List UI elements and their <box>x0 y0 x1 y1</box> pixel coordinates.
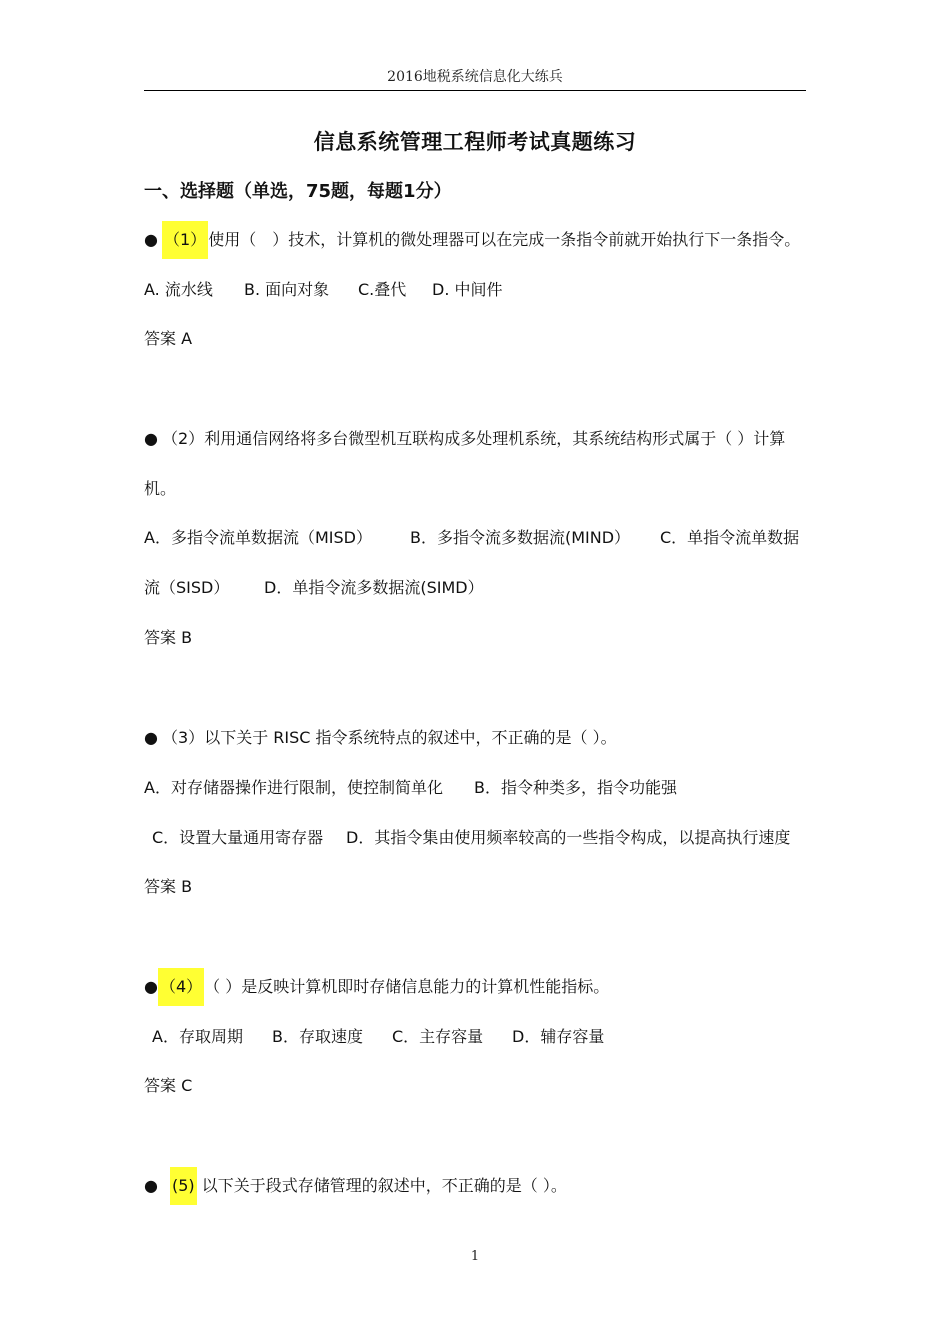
answer: 答案 A <box>144 329 193 348</box>
bullet-icon: ● <box>144 230 158 249</box>
question-text: 以下关于 RISC 指令系统特点的叙述中，不正确的是（ ）。 <box>204 728 617 747</box>
option-d: D．辅存容量 <box>512 1027 605 1046</box>
option-d: D. 中间件 <box>432 280 503 299</box>
options-row <box>144 526 810 550</box>
option-d: D．单指令流多数据流(SIMD） <box>264 578 484 597</box>
question-2 <box>144 427 810 451</box>
header-rule <box>144 90 806 91</box>
question-5 <box>144 1174 810 1198</box>
question-1 <box>144 228 810 252</box>
section-heading: 一、选择题（单选，75题，每题1分） <box>144 181 452 202</box>
question-number: （3） <box>162 728 205 747</box>
option-d: D．其指令集由使用频率较高的一些指令构成，以提高执行速度 <box>346 828 791 847</box>
option-c: C.叠代 <box>358 280 407 299</box>
option-a: A．对存储器操作进行限制，使控制简单化 <box>144 778 443 797</box>
answer: 答案 C <box>144 1076 193 1095</box>
answer: 答案 B <box>144 628 193 647</box>
option-c: C．单指令流单数据 <box>660 528 800 547</box>
option-a: A．存取周期 <box>152 1027 243 1046</box>
options-row <box>144 576 810 600</box>
question-3 <box>144 726 810 750</box>
options-row <box>152 1025 810 1049</box>
question-number: （2） <box>162 429 205 448</box>
question-text: 使用（ ）技术，计算机的微处理器可以在完成一条指令前就开始执行下一条指令。 <box>208 230 801 249</box>
bullet-icon: ● <box>144 977 158 996</box>
bullet-icon: ● <box>144 1176 158 1195</box>
question-text: 以下关于段式存储管理的叙述中，不正确的是（ ）。 <box>201 1176 567 1195</box>
page-number: 1 <box>470 1249 480 1264</box>
option-b: B. 面向对象 <box>244 280 330 299</box>
question-text: （ ）是反映计算机即时存储信息能力的计算机性能指标。 <box>204 977 610 996</box>
page-header: 2016地税系统信息化大练兵 <box>387 69 563 85</box>
options-row <box>144 278 810 302</box>
document-title: 信息系统管理工程师考试真题练习 <box>313 130 637 154</box>
question-number: （4） <box>158 968 204 1006</box>
option-c: C．设置大量通用寄存器 <box>152 828 324 847</box>
question-number: （1） <box>162 221 208 259</box>
question-4 <box>144 975 810 999</box>
option-b: B．多指令流多数据流(MIND） <box>410 528 631 547</box>
question-number: (5) <box>170 1167 197 1205</box>
option-a: A．多指令流单数据流（MISD） <box>144 528 372 547</box>
answer: 答案 B <box>144 877 193 896</box>
option-a: A. 流水线 <box>144 280 213 299</box>
bullet-icon: ● <box>144 728 158 747</box>
options-row <box>144 776 810 800</box>
option-c-continued: 流（SISD） <box>144 578 230 597</box>
option-b: B．指令种类多，指令功能强 <box>474 778 677 797</box>
option-c: C．主存容量 <box>392 1027 484 1046</box>
question-text-continued: 机。 <box>144 479 177 498</box>
options-row <box>152 826 810 850</box>
option-b: B．存取速度 <box>272 1027 363 1046</box>
bullet-icon: ● <box>144 429 158 448</box>
question-text: 利用通信网络将多台微型机互联构成多处理机系统，其系统结构形式属于（ ）计算 <box>204 429 786 448</box>
